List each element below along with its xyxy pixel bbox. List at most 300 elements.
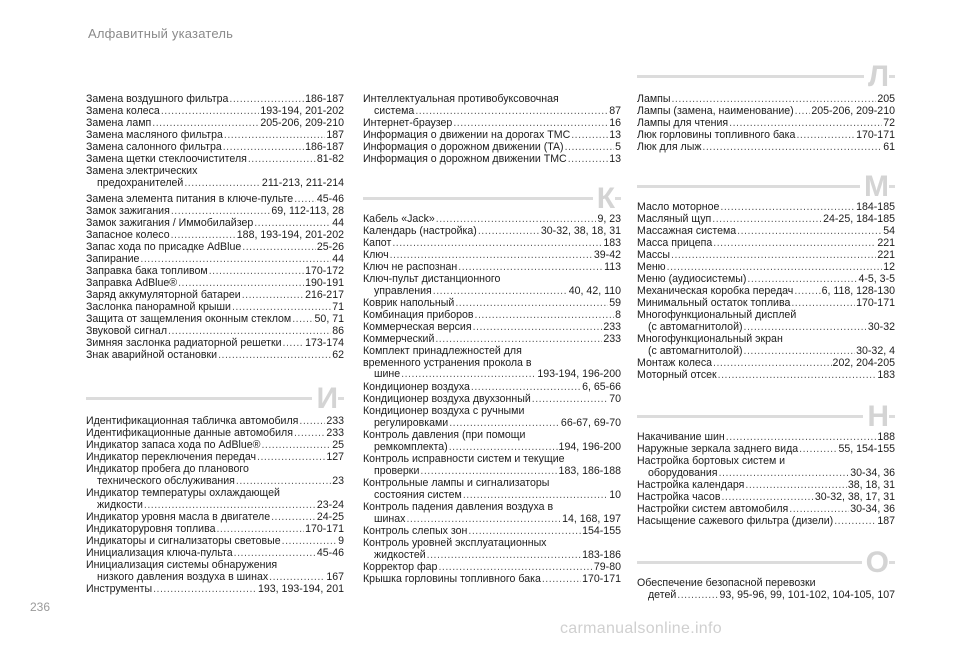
index-entry-pages[interactable]: 79-80 <box>593 561 621 573</box>
dot-leader <box>171 206 271 218</box>
dot-leader <box>140 254 331 266</box>
index-entry[interactable] <box>363 430 621 453</box>
index-entry-pages[interactable]: 233 <box>326 427 344 439</box>
index-entry-pages[interactable]: 4-5, 3-5 <box>858 273 895 285</box>
index-entry[interactable] <box>637 370 895 382</box>
index-entry-text: Кондиционер воздуха <box>363 381 470 393</box>
index-entry-pages[interactable]: 25 <box>332 439 344 451</box>
index-entry[interactable] <box>363 574 621 586</box>
index-entry-text: низкого давления воздуха в шинах <box>97 570 269 583</box>
index-entry-pages[interactable]: 183-186 <box>582 548 621 561</box>
index-entry-text: жидкостей <box>374 548 426 561</box>
index-entry[interactable] <box>363 274 621 297</box>
index-entry-text: Контроль падения давления воздуха в <box>363 501 554 513</box>
index-entry[interactable] <box>363 406 621 429</box>
index-entry-pages[interactable]: 70 <box>609 393 621 405</box>
index-entry-pages[interactable]: 194, 196-200 <box>558 440 621 453</box>
index-entry-text: Ключ <box>363 249 389 261</box>
index-entry-pages[interactable]: 44 <box>332 217 344 229</box>
dot-leader <box>294 194 316 206</box>
dot-leader <box>254 218 331 230</box>
index-entry-text: детей <box>648 588 677 601</box>
index-entry[interactable] <box>363 526 621 538</box>
index-entry-text: Минимальный остаток топлива <box>637 297 791 309</box>
index-entry[interactable] <box>363 394 621 406</box>
index-entry-text: Индикатор пробега до планового <box>86 463 249 475</box>
dot-leader <box>299 416 325 428</box>
index-entry[interactable] <box>86 266 344 278</box>
index-entry-pages[interactable]: 40, 42, 110 <box>568 284 621 297</box>
index-entry-text: шинах <box>374 512 406 525</box>
index-entry-text: Запирание <box>86 253 140 265</box>
index-entry-pages[interactable]: 127 <box>326 451 344 463</box>
index-entry[interactable] <box>637 130 895 142</box>
index-entry[interactable] <box>637 214 895 226</box>
index-entry-pages[interactable]: 221 <box>877 249 895 261</box>
index-entry[interactable] <box>363 382 621 394</box>
index-entry[interactable] <box>637 106 895 118</box>
index-entry[interactable] <box>363 238 621 250</box>
dot-leader <box>720 202 855 214</box>
dot-leader <box>794 286 820 298</box>
index-entry[interactable] <box>637 262 895 274</box>
index-entry-text: Корректор фар <box>363 561 438 573</box>
index-entry-pages[interactable]: 170-171 <box>582 573 621 585</box>
dot-leader <box>713 238 876 250</box>
index-entry-text: Индикатор температуры охлаждающей <box>86 487 280 499</box>
index-entry-text: Моторный отсек <box>637 369 717 381</box>
index-entry-pages[interactable]: 170-171 <box>856 129 895 141</box>
index-entry[interactable] <box>363 454 621 477</box>
index-entry[interactable] <box>363 142 621 154</box>
index-entry-pages[interactable]: 183 <box>603 237 621 249</box>
index-entry[interactable] <box>363 250 621 262</box>
index-entry-pages[interactable]: 24-25 <box>316 511 344 523</box>
index-entry[interactable] <box>637 432 895 444</box>
section-letter: К <box>593 182 615 216</box>
index-entry[interactable] <box>637 250 895 262</box>
index-entry[interactable] <box>86 242 344 254</box>
index-entry-text: Лампы (замена, наименование) <box>637 105 794 117</box>
index-entry-pages[interactable]: 25-26 <box>316 241 344 253</box>
index-entry[interactable] <box>86 512 344 524</box>
index-entry[interactable] <box>86 130 344 142</box>
dot-leader <box>789 504 849 516</box>
index-entry-pages[interactable]: 9 <box>338 535 344 547</box>
index-entry-pages[interactable]: 205-206, 209-210 <box>260 117 344 129</box>
index-entry-text: Капот <box>363 237 392 249</box>
index-entry[interactable] <box>86 94 344 106</box>
dot-leader <box>261 440 331 452</box>
dot-leader <box>229 94 304 106</box>
dot-leader <box>737 226 882 238</box>
index-entry-text: Настройки систем автомобиля <box>637 503 789 515</box>
dot-leader <box>747 274 857 286</box>
index-entry[interactable] <box>637 118 895 130</box>
index-entry[interactable] <box>637 274 895 286</box>
index-entry-text: предохранителей <box>97 176 184 189</box>
index-entry[interactable] <box>363 502 621 525</box>
index-entry-text: Инициализация ключа-пульта <box>86 547 233 559</box>
index-entry[interactable] <box>86 154 344 166</box>
index-entry-text: Индикаторуровня топлива <box>86 523 216 535</box>
index-entry-pages[interactable]: 6, 118, 128-130 <box>821 285 895 297</box>
index-entry-text: Защита от защемления оконным стеклом <box>86 313 292 325</box>
index-entry[interactable] <box>86 584 344 596</box>
index-entry-text: регулировками <box>374 416 449 429</box>
index-entry[interactable] <box>86 560 344 583</box>
index-entry-text: Знак аварийной остановки <box>86 349 218 361</box>
index-entry[interactable] <box>86 194 344 206</box>
index-entry[interactable] <box>637 456 895 479</box>
index-entry-pages[interactable]: 186-187 <box>305 141 344 153</box>
index-entry[interactable] <box>363 298 621 310</box>
index-entry[interactable] <box>86 524 344 536</box>
dot-leader <box>218 350 331 362</box>
index-entry[interactable] <box>363 154 621 166</box>
index-entry[interactable] <box>86 254 344 266</box>
index-entry[interactable] <box>86 326 344 338</box>
index-entry-text: Крышка горловины топливного бака <box>363 573 541 585</box>
index-entry-pages[interactable]: 187 <box>326 129 344 141</box>
index-entry-pages[interactable]: 61 <box>883 141 895 153</box>
index-entry-pages[interactable]: 193, 193-194, 201 <box>257 583 344 595</box>
index-entry-pages[interactable]: 86 <box>332 325 344 337</box>
index-entry-pages[interactable]: 30-34, 36 <box>850 503 895 515</box>
index-entry-text: управления <box>374 284 432 297</box>
dot-leader <box>671 250 876 262</box>
dot-leader <box>471 382 581 394</box>
index-entry-pages[interactable]: 9, 23 <box>597 213 621 225</box>
index-entry-text: Лампы <box>637 93 671 105</box>
index-entry[interactable] <box>86 142 344 154</box>
index-entry[interactable] <box>363 262 621 274</box>
index-entry-pages[interactable]: 24-25, 184-185 <box>823 213 895 225</box>
dot-leader <box>216 524 304 536</box>
index-entry-pages[interactable]: 23-24 <box>316 498 344 511</box>
dot-leader <box>248 154 316 166</box>
index-entry-pages[interactable]: 87 <box>609 104 621 117</box>
index-entry-text: Замена ламп <box>86 117 152 129</box>
index-entry-text: шине <box>374 368 401 381</box>
index-entry-pages[interactable]: 183, 186-188 <box>558 464 621 477</box>
index-entry-pages[interactable]: 233 <box>603 321 621 333</box>
index-entry-pages[interactable]: 59 <box>609 297 621 309</box>
dot-leader <box>702 142 882 154</box>
index-entry-pages[interactable]: 38, 18, 31 <box>847 479 895 491</box>
index-entry-pages[interactable]: 45-46 <box>316 193 344 205</box>
index-entry-pages[interactable]: 170-172 <box>305 265 344 277</box>
index-entry-pages[interactable]: 188 <box>877 431 895 443</box>
index-entry[interactable] <box>363 118 621 130</box>
index-entry[interactable] <box>86 106 344 118</box>
index-entry[interactable] <box>86 314 344 326</box>
index-entry-text: Массажная система <box>637 225 737 237</box>
index-entry-text: Календарь (настройка) <box>363 225 477 237</box>
index-entry-pages[interactable]: 30-32, 38, 17, 31 <box>814 491 895 503</box>
dot-leader <box>415 106 608 118</box>
index-entry-text: Кондиционер воздуха двухзонный <box>363 393 531 405</box>
index-entry[interactable] <box>86 464 344 487</box>
index-entry[interactable] <box>86 416 344 428</box>
index-entry[interactable] <box>637 298 895 310</box>
index-entry-pages[interactable]: 202, 204-205 <box>832 357 895 369</box>
index-entry[interactable] <box>86 428 344 440</box>
index-entry[interactable] <box>86 166 344 189</box>
dot-leader <box>568 154 608 166</box>
index-entry-pages[interactable]: 167 <box>326 570 344 583</box>
dot-leader <box>468 526 581 538</box>
index-entry-pages[interactable]: 5 <box>615 141 621 153</box>
dot-leader <box>271 512 316 524</box>
index-entry[interactable] <box>637 286 895 298</box>
dot-leader <box>744 322 867 334</box>
index-entry-pages[interactable]: 188, 193-194, 201-202 <box>236 229 344 241</box>
index-entry[interactable] <box>86 218 344 230</box>
index-entry[interactable] <box>86 338 344 350</box>
dot-leader <box>532 394 608 406</box>
index-entry-text: Запасное колесо <box>86 229 170 241</box>
index-entry-text: Заряд аккумуляторной батареи <box>86 289 241 301</box>
index-entry[interactable] <box>637 226 895 238</box>
index-entry-pages[interactable]: 6, 65-66 <box>582 381 621 393</box>
index-entry-text: Комбинация приборов <box>363 309 474 321</box>
index-entry-pages[interactable]: 216-217 <box>305 289 344 301</box>
index-entry-pages[interactable]: 54 <box>883 225 895 237</box>
index-entry-pages[interactable]: 12 <box>883 261 895 273</box>
index-entry-pages[interactable]: 14, 168, 197 <box>562 512 621 525</box>
index-entry[interactable] <box>86 206 344 218</box>
index-entry-text: Коммерческая версия <box>363 321 472 333</box>
index-entry-text: Коврик напольный <box>363 297 455 309</box>
index-entry-text: Контроль давления (при помощи <box>363 429 526 441</box>
index-entry-text: Массы <box>637 249 671 261</box>
index-entry-pages[interactable]: 205 <box>877 93 895 105</box>
index-entry-pages[interactable]: 170-171 <box>856 297 895 309</box>
index-entry-text: Масло моторное <box>637 201 720 213</box>
index-entry[interactable] <box>86 536 344 548</box>
index-entry-pages[interactable]: 72 <box>883 117 895 129</box>
index-entry[interactable] <box>363 130 621 142</box>
index-entry-pages[interactable]: 50, 71 <box>314 313 344 325</box>
index-entry-text: Замена воздушного фильтра <box>86 93 229 105</box>
index-entry-pages[interactable]: 154-155 <box>582 525 621 537</box>
index-entry[interactable] <box>637 358 895 370</box>
dot-leader <box>283 338 305 350</box>
index-entry-pages[interactable]: 81-82 <box>316 153 344 165</box>
index-entry[interactable] <box>637 444 895 456</box>
index-entry-pages[interactable]: 190-191 <box>305 277 344 289</box>
index-entry[interactable] <box>86 548 344 560</box>
index-entry[interactable] <box>363 322 621 334</box>
index-entry-text: Люк горловины топливного бака <box>637 129 796 141</box>
index-entry-pages[interactable]: 221 <box>877 237 895 249</box>
dot-leader <box>473 322 603 334</box>
index-entry-text: (с автомагнитолой) <box>648 320 743 333</box>
index-entry-pages[interactable]: 69, 112-113, 28 <box>271 205 344 217</box>
index-entry-text: Масса прицепа <box>637 237 713 249</box>
index-entry[interactable] <box>86 350 344 362</box>
index-entry-text: Зимняя заслонка радиаторной решетки <box>86 337 282 349</box>
index-entry-pages[interactable]: 30-32, 38, 18, 31 <box>540 225 621 237</box>
index-entry-pages[interactable]: 45-46 <box>316 547 344 559</box>
page-title: Алфавитный указатель <box>88 26 234 41</box>
index-entry-pages[interactable]: 173-174 <box>305 337 344 349</box>
section-letter: И <box>312 382 338 416</box>
section-letter: О <box>862 546 889 580</box>
index-entry-text: временного устранения прокола в <box>363 356 532 369</box>
index-entry-pages[interactable]: 39-42 <box>593 249 621 261</box>
index-entry-pages[interactable]: 10 <box>609 488 621 501</box>
index-entry-pages[interactable]: 170-171 <box>305 523 344 535</box>
index-entry[interactable] <box>637 238 895 250</box>
index-entry-text: Инструменты <box>86 583 153 595</box>
index-entry-pages[interactable]: 13 <box>609 129 621 141</box>
index-entry[interactable] <box>86 440 344 452</box>
index-entry-pages[interactable]: 183 <box>877 369 895 381</box>
index-entry-pages[interactable]: 30-32 <box>867 320 895 333</box>
index-entry-text: технического обслуживания <box>97 474 235 487</box>
index-entry[interactable] <box>637 516 895 528</box>
index-entry-pages[interactable]: 186-187 <box>305 93 344 105</box>
index-entry-pages[interactable]: 187 <box>877 515 895 527</box>
dot-leader <box>796 130 855 142</box>
dot-leader <box>744 346 856 358</box>
index-entry-pages[interactable]: 16 <box>609 117 621 129</box>
index-entry-text: проверки <box>374 464 420 477</box>
index-entry[interactable] <box>637 492 895 504</box>
index-entry[interactable] <box>363 310 621 322</box>
index-entry[interactable] <box>363 478 621 501</box>
index-entry-pages[interactable]: 44 <box>332 253 344 265</box>
index-entry-text: Механическая коробка передач <box>637 285 794 297</box>
dot-leader <box>718 370 877 382</box>
dot-leader <box>667 262 883 274</box>
index-entry-text: Интеллектуальная противобуксовочная <box>363 93 559 105</box>
index-entry-text: оборудования <box>648 466 718 479</box>
index-entry-text: Звуковой сигнал <box>86 325 167 337</box>
index-entry[interactable] <box>363 538 621 561</box>
section-rule <box>637 75 895 78</box>
dot-leader <box>390 250 593 262</box>
index-entry-pages[interactable]: 193-194, 196-200 <box>537 368 621 381</box>
index-entry-pages[interactable]: 62 <box>332 349 344 361</box>
index-entry-pages[interactable]: 8 <box>615 309 621 321</box>
index-entry-text: Лампы для чтения <box>637 117 729 129</box>
index-entry[interactable] <box>86 230 344 242</box>
index-entry[interactable] <box>86 118 344 130</box>
index-entry-pages[interactable]: 113 <box>604 261 621 273</box>
index-entry-text: Заправка бака топливом <box>86 265 208 277</box>
index-entry-text: Запас хода по присадке AdBlue <box>86 241 242 253</box>
index-entry[interactable] <box>86 452 344 464</box>
index-entry-text: Замок зажигания <box>86 205 170 217</box>
dot-leader <box>427 550 581 562</box>
index-entry-text: Кабель «Jack» <box>363 213 435 225</box>
index-entry[interactable] <box>637 334 895 357</box>
index-entry[interactable] <box>86 302 344 314</box>
index-entry-text: Коммерческий <box>363 333 435 345</box>
index-entry[interactable] <box>86 290 344 302</box>
index-entry[interactable] <box>363 346 621 381</box>
index-entry-pages[interactable]: 13 <box>609 153 621 165</box>
index-entry-text: Информация о дорожном движении TMC <box>363 153 567 165</box>
index-entry-pages[interactable]: 55, 154-155 <box>838 443 895 455</box>
dot-leader <box>242 242 316 254</box>
index-entry-text: Информация о движении на дорогах TMC <box>363 129 571 141</box>
index-entry[interactable] <box>637 202 895 214</box>
index-entry-pages[interactable]: 184-185 <box>856 201 895 213</box>
index-entry-text: Идентификационные данные автомобиля <box>86 427 293 439</box>
index-entry-text: состояния систем <box>374 488 462 501</box>
index-entry[interactable] <box>363 334 621 346</box>
dot-leader <box>463 490 608 502</box>
index-entry-pages[interactable]: 211-213, 211-214 <box>261 176 344 189</box>
index-entry-text: (с автомагнитолой) <box>648 344 743 357</box>
index-entry[interactable] <box>363 562 621 574</box>
dot-leader <box>729 118 882 130</box>
index-entry-pages[interactable]: 193-194, 201-202 <box>260 105 344 117</box>
index-entry[interactable] <box>363 226 621 238</box>
index-entry[interactable] <box>637 480 895 492</box>
section-rule <box>86 397 344 400</box>
dot-leader <box>282 536 337 548</box>
index-entry-pages[interactable]: 66-67, 69-70 <box>560 416 621 429</box>
index-entry-pages[interactable]: 23 <box>332 474 344 487</box>
dot-leader <box>449 418 560 430</box>
index-entry-text: Кондиционер воздуха с ручными <box>363 405 525 417</box>
index-entry-pages[interactable]: 30-34, 36 <box>850 466 895 479</box>
dot-leader <box>721 492 813 504</box>
index-entry[interactable] <box>86 278 344 290</box>
index-entry-text: Контроль слепых зон <box>363 525 468 537</box>
index-entry-text: Многофункциональный дисплей <box>637 309 797 321</box>
index-entry-text: Индикатор переключения передач <box>86 451 257 463</box>
index-entry-text: Монтаж колеса <box>637 357 713 369</box>
index-entry-text: Замена электрических <box>86 165 198 177</box>
dot-leader <box>144 500 316 512</box>
dot-leader <box>153 584 257 596</box>
index-entry-text: ремкомплекта) <box>374 440 448 453</box>
index-entry-pages[interactable]: 205-206, 209-210 <box>811 105 895 117</box>
index-entry[interactable] <box>637 94 895 106</box>
section-letter: М <box>860 170 889 204</box>
index-entry[interactable] <box>637 504 895 516</box>
dot-leader <box>542 574 581 586</box>
index-entry-text: Настройка календаря <box>637 479 745 491</box>
index-entry[interactable] <box>637 578 895 601</box>
index-entry-text: Обеспечение безопасной перевозки <box>637 577 816 589</box>
dot-leader <box>455 298 608 310</box>
dot-leader <box>223 142 304 154</box>
dot-leader <box>242 290 304 302</box>
index-entry[interactable] <box>86 488 344 511</box>
dot-leader <box>401 369 536 381</box>
index-entry[interactable] <box>363 94 621 117</box>
index-entry[interactable] <box>637 142 895 154</box>
index-entry-pages[interactable]: 93, 95-96, 99, 101-102, 104-105, 107 <box>719 588 895 601</box>
index-entry[interactable] <box>637 310 895 333</box>
index-entry-pages[interactable]: 30-32, 4 <box>856 344 895 357</box>
dot-leader <box>168 326 331 338</box>
dot-leader <box>571 130 608 142</box>
index-entry-pages[interactable]: 71 <box>332 301 344 313</box>
index-entry-text: Насыщение сажевого фильтра (дизели) <box>637 515 834 527</box>
index-entry-pages[interactable]: 233 <box>326 415 344 427</box>
index-entry-pages[interactable]: 233 <box>603 333 621 345</box>
dot-leader <box>453 118 608 130</box>
index-entry[interactable] <box>363 214 621 226</box>
